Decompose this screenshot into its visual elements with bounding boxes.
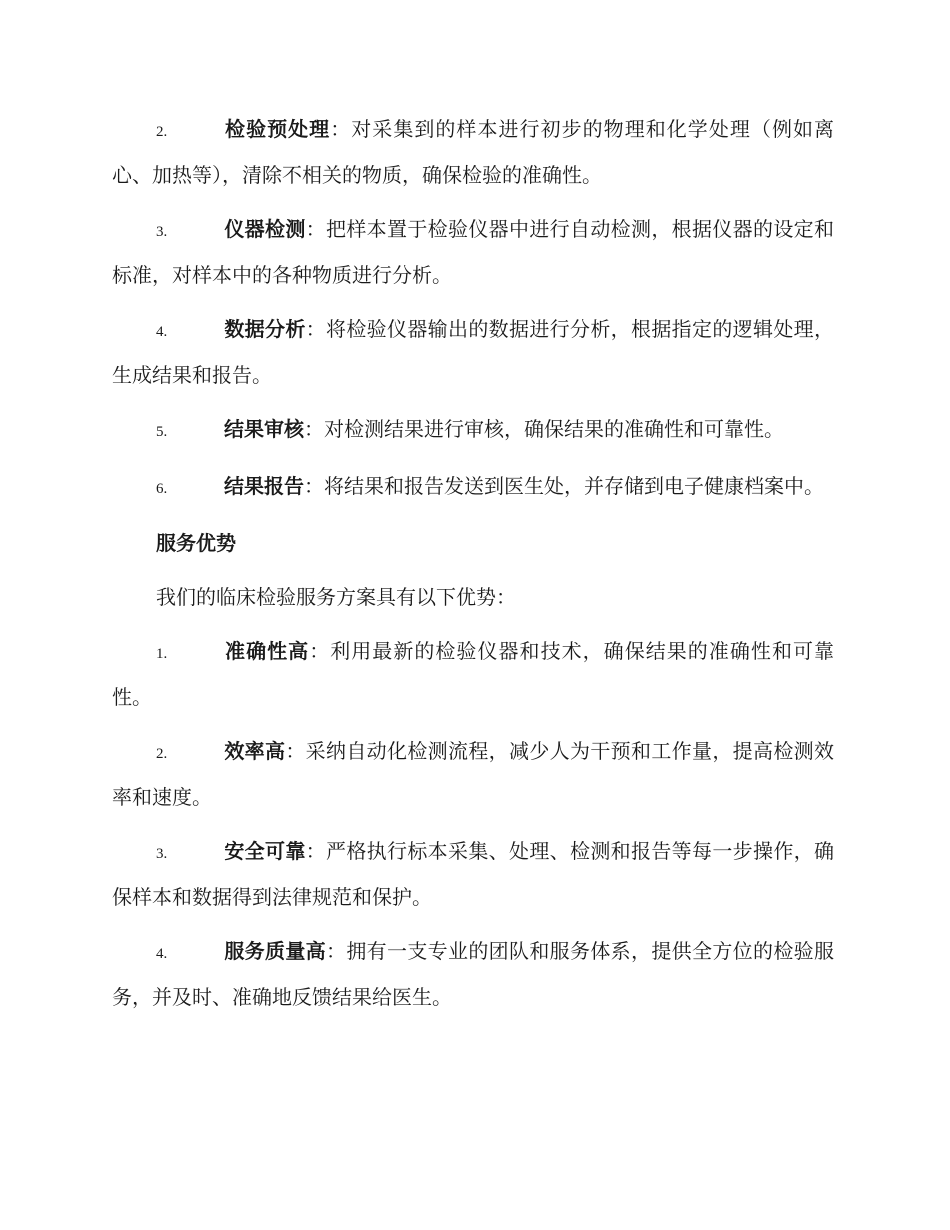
- list-text: ：对检测结果进行审核，确保结果的准确性和可靠性。: [304, 417, 784, 441]
- list-number: 1.: [156, 646, 168, 662]
- list-term: 检验预处理: [224, 117, 331, 141]
- list-text: ：采纳自动化检测流程，减少人为干预和工作量，提高检测效率和速度。: [112, 739, 835, 809]
- list-number: 4.: [156, 324, 168, 340]
- process-step-2: [112, 108, 834, 197]
- list-term: 结果审核: [224, 417, 304, 441]
- list-term: 准确性高: [224, 639, 310, 663]
- list-text: ：对采集到的样本进行初步的物理和化学处理（例如离心、加热等），清除不相关的物质，确保检验的准确性。: [112, 117, 835, 187]
- section-intro: 我们的临床检验服务方案具有以下优势：: [156, 585, 516, 609]
- list-term: 效率高: [224, 739, 286, 763]
- list-text: ：严格执行标本采集、处理、检测和报告等每一步操作，确保样本和数据得到法律规范和保护。: [112, 839, 835, 909]
- process-step-5: [112, 408, 834, 454]
- list-number: 5.: [156, 424, 168, 440]
- advantage-4: [112, 930, 834, 1019]
- list-term: 数据分析: [224, 317, 306, 341]
- advantage-1: [112, 630, 834, 719]
- list-number: 2.: [156, 124, 168, 140]
- list-term: 安全可靠: [224, 839, 306, 863]
- list-text: ：将结果和报告发送到医生处，并存储到电子健康档案中。: [304, 474, 824, 498]
- list-term: 仪器检测: [224, 217, 306, 241]
- list-term: 服务质量高: [224, 939, 326, 963]
- list-text: ：拥有一支专业的团队和服务体系，提供全方位的检验服务，并及时、准确地反馈结果给医生。: [112, 939, 834, 1009]
- list-term: 结果报告: [224, 474, 304, 498]
- list-number: 6.: [156, 481, 168, 497]
- list-number: 4.: [156, 946, 168, 962]
- section-heading: 服务优势: [156, 531, 236, 555]
- list-number: 3.: [156, 846, 168, 862]
- process-step-3: [112, 208, 834, 297]
- list-text: ：将检验仪器输出的数据进行分析，根据指定的逻辑处理，生成结果和报告。: [112, 317, 835, 387]
- list-text: ：把样本置于检验仪器中进行自动检测，根据仪器的设定和标准，对样本中的各种物质进行分析。: [112, 217, 835, 287]
- advantage-3: [112, 830, 834, 919]
- list-number: 3.: [156, 224, 168, 240]
- process-step-4: [112, 308, 834, 397]
- advantage-2: [112, 730, 834, 819]
- document-body: [112, 108, 834, 1030]
- process-step-6: [112, 465, 834, 511]
- list-text: ：利用最新的检验仪器和技术，确保结果的准确性和可靠性。: [112, 639, 835, 709]
- list-number: 2.: [156, 746, 168, 762]
